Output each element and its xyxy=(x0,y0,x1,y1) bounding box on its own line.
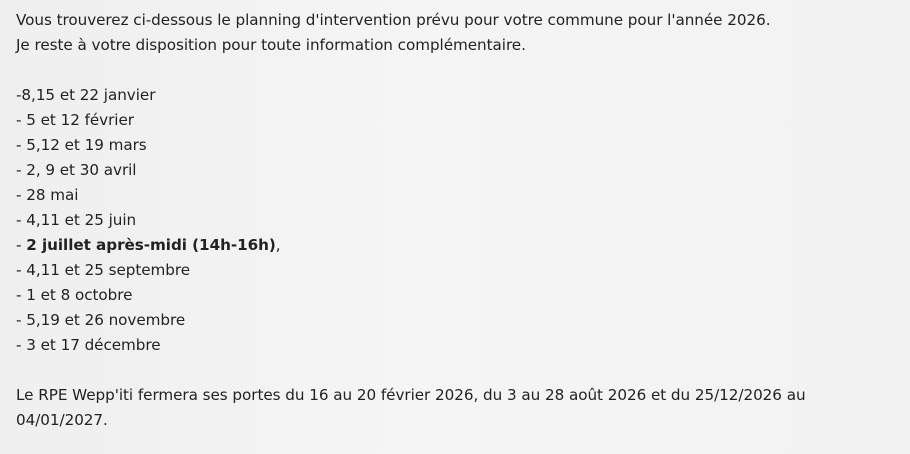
schedule-item-june xyxy=(16,208,894,233)
schedule-item-prefix: - xyxy=(16,236,27,254)
schedule-item-september xyxy=(16,258,894,283)
schedule-item-november xyxy=(16,308,894,333)
schedule-item-may xyxy=(16,183,894,208)
schedule-item-bold-text: 2 juillet après-midi (14h-16h) xyxy=(26,236,276,254)
schedule-item-text: - 4,11 et 25 juin xyxy=(16,211,137,229)
closure-notice-line-2: 04/01/2027. xyxy=(16,411,108,429)
schedule-item-january xyxy=(16,83,894,108)
schedule-item-text: - 28 mai xyxy=(16,186,79,204)
schedule-item-text: - 4,11 et 25 septembre xyxy=(16,261,191,279)
schedule-item-text: - 5 et 12 février xyxy=(16,111,134,129)
schedule-item-suffix: , xyxy=(275,236,281,254)
schedule-item-text: - 2, 9 et 30 avril xyxy=(16,161,137,179)
closure-notice xyxy=(16,383,894,433)
schedule-item-text: - 5,19 et 26 novembre xyxy=(16,311,186,329)
schedule-item-text: -8,15 et 22 janvier xyxy=(16,86,156,104)
schedule-item-april xyxy=(16,158,894,183)
intro-line-2: Je reste à votre disposition pour toute information complémentaire. xyxy=(16,36,526,54)
schedule-list xyxy=(16,83,894,358)
intro-line-1: Vous trouverez ci-dessous le planning d'intervention prévu pour votre commune pour l'année 2026. xyxy=(16,11,771,29)
intro-paragraph xyxy=(16,8,894,58)
schedule-item-december xyxy=(16,333,894,358)
schedule-item-text: - 1 et 8 octobre xyxy=(16,286,133,304)
schedule-item-text: - 5,12 et 19 mars xyxy=(16,136,147,154)
closure-notice-line-1: Le RPE Wepp'iti fermera ses portes du 16 au 20 février 2026, du 3 au 28 août 2026 et du 25/12/2026 au xyxy=(16,386,806,404)
spacer xyxy=(16,58,894,83)
schedule-item-march xyxy=(16,133,894,158)
schedule-item-july xyxy=(16,233,894,258)
schedule-item-february xyxy=(16,108,894,133)
schedule-item-text: - 3 et 17 décembre xyxy=(16,336,161,354)
schedule-item-october xyxy=(16,283,894,308)
spacer xyxy=(16,358,894,383)
